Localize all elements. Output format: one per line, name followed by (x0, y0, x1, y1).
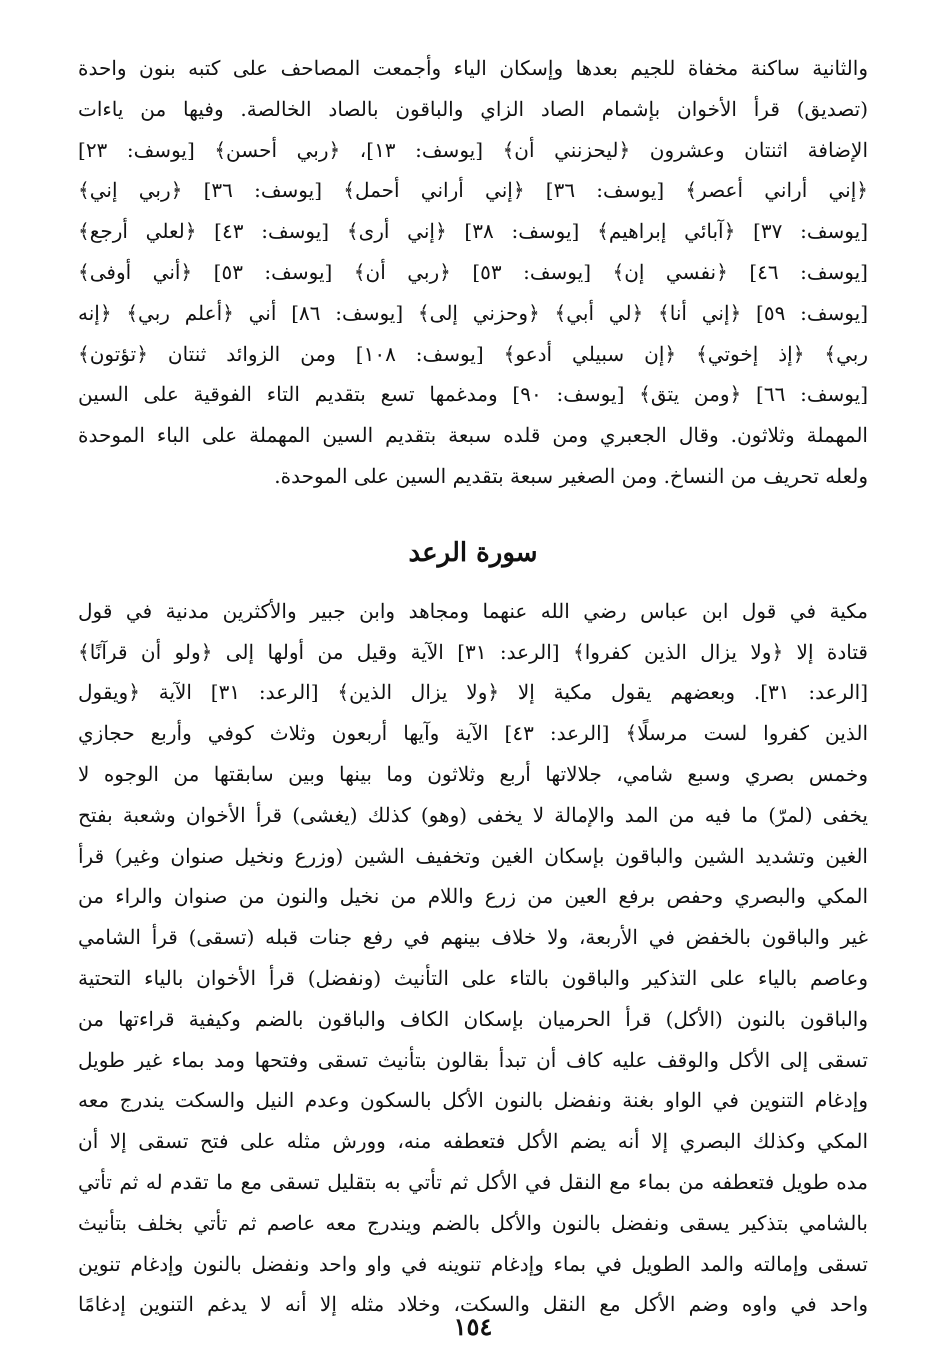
text-line: يخفى (لمرّ) ما فيه من المد والإمالة لا يخفى (وهو) كذلك (يغشى) قرأ الأخوان وشعبة بفتح (78, 802, 868, 827)
text-line: الإضافة اثنتان وعشرون ﴿ليحزنني أن﴾ [يوسف: ١٣]، ﴿ربي أحسن﴾ [يوسف: ٢٣] (78, 137, 868, 162)
text-line: غير والباقون بالخفض في الأربعة، ولا خلاف بينهم في رفع جنات قبله (تسقى) قرأ الشامي (78, 925, 868, 950)
text-line: الذين كفروا لست مرسلًا﴾ [الرعد: ٤٣] الآية وآيها أربعون وثلاث كوفي وأربع حجازي (78, 721, 868, 746)
text-line: والثانية ساكنة مخفاة للجيم بعدها وإسكان الياء وأجمعت المصاحف على كتبه بنون واحدة (78, 56, 868, 80)
text-line: تسقى إلى الأكل والوقف عليه كاف أن تبدأ بقالون بتأنيث تسقى وفتحها ومد بماء غير طويل (78, 1047, 868, 1072)
text-line: [يوسف: ٦٦] ﴿ومن يتق﴾ [يوسف: ٩٠] ومدغمها تسع بتقديم التاء الفوقية على السين (78, 382, 868, 407)
text-line: وإدغام التنوين في الواو بغنة ونفضل بالنون الأكل بالسكون وعدم النيل والسكت يندرج معه (78, 1088, 868, 1113)
text-line: وعاصم بالياء على التذكير والباقون بالتاء على التأنيث (ونفضل) قرأ الأخوان بالياء التحتية (78, 965, 868, 990)
text-line: [يوسف: ٣٧] ﴿آبائي إبراهيم﴾ [يوسف: ٣٨] ﴿إني أرى﴾ [يوسف: ٤٣] ﴿لعلي أرجع﴾ (78, 219, 868, 244)
text-line: [يوسف: ٥٩] ﴿إني أنا﴾ ﴿لي أبي﴾ ﴿وحزني إلى﴾ [يوسف: ٨٦] أني ﴿أعلم ربي﴾ ﴿إنه (78, 300, 868, 325)
text-line: مكية في قول ابن عباس رضي الله عنهما ومجاهد وابن جبير والأكثرين مدنية في قول (78, 598, 868, 623)
paragraph-yusuf-ending (78, 48, 868, 497)
text-line: تسقى وإمالته والمد الطويل في بماء وإدغام تنوينه في واو واحد ونفضل بالنون وإدغام تنوين (78, 1251, 868, 1276)
text-line: واحد في واوه وضم الأكل مع النقل والسكت، وخلاد مثله إلا أنه لا يدغم التنوين إدغامًا (78, 1292, 868, 1317)
text-line: مده طويل فتعطفه من بماء مع النقل في الأكل ثم تأتي به بتقليل تسقى مع ما تقدم له ثم تأتي (78, 1169, 868, 1194)
text-line: المكي وكذلك البصري إلا أنه يضم الأكل فتعطفه منه، وورش مثله على فتح تسقى إلا أن (78, 1129, 868, 1154)
text-line: بالشامي بتذكير يسقى ونفضل بالنون والأكل بالضم ويندرج معه عاصم ثم تأتي بخلف بتأنيث (78, 1210, 868, 1235)
text-line: الغين وتشديد الشين والباقون بإسكان الغين وتخفيف الشين (وزرع ونخيل صنوان وغير) قرأ (78, 843, 868, 868)
text-line: ربي﴾ ﴿إذ إخوتي﴾ ﴿إن سبيلي أدعو﴾ [يوسف: ١٠٨] ومن الزوائد ثنتان ﴿تؤتون﴾ (78, 341, 868, 366)
text-line: ﴿إني أراني أعصر﴾ [يوسف: ٣٦] ﴿إني أراني أحمل﴾ [يوسف: ٣٦] ﴿ربي إني﴾ (78, 178, 868, 203)
text-line: [يوسف: ٤٦] ﴿نفسي إن﴾ [يوسف: ٥٣] ﴿ربي أن﴾ [يوسف: ٥٣] ﴿أني أوفى﴾ (78, 259, 868, 284)
document-page (78, 48, 868, 1325)
text-line: المكي والبصري وحفص برفع العين من زرع واللام من نخيل والنون من صنوان والراء من (78, 884, 868, 909)
text-line: ولعله تحريف من النساخ. ومن الصغير سبعة بتقديم السين على الموحدة. (274, 463, 868, 488)
text-line: والباقون بالنون (الأكل) قرأ الحرميان بإسكان الكاف والباقون بالضم وكيفية قراءتها من (78, 1006, 868, 1031)
paragraph-surah-raad (78, 591, 868, 1325)
text-line: المهملة وثلاثون. وقال الجعبري ومن قلده سبعة بتقديم السين المهملة على الباء الموحدة (78, 423, 868, 448)
page-number: ١٥٤ (453, 1312, 493, 1341)
surah-heading: سورة الرعد (408, 537, 538, 568)
text-line: وخمس بصري وسبع شامي، جلالاتها أربع وثلاثون وما بينها وبين سابقتها من الوجوه لا (78, 761, 868, 786)
text-line: (تصديق) قرأ الأخوان بإشمام الصاد الزاي والباقون بالصاد الخالصة. وفيها من ياءات (78, 96, 868, 121)
text-line: [الرعد: ٣١]. وبعضهم يقول مكية إلا ﴿ولا يزال الذين﴾ [الرعد: ٣١] الآية ﴿ويقول (78, 680, 868, 705)
text-line: قتادة إلا ﴿ولا يزال الذين كفروا﴾ [الرعد: ٣١] الآية وقيل من أولها إلى ﴿ولو أن قرآنًا﴾ (78, 639, 868, 664)
